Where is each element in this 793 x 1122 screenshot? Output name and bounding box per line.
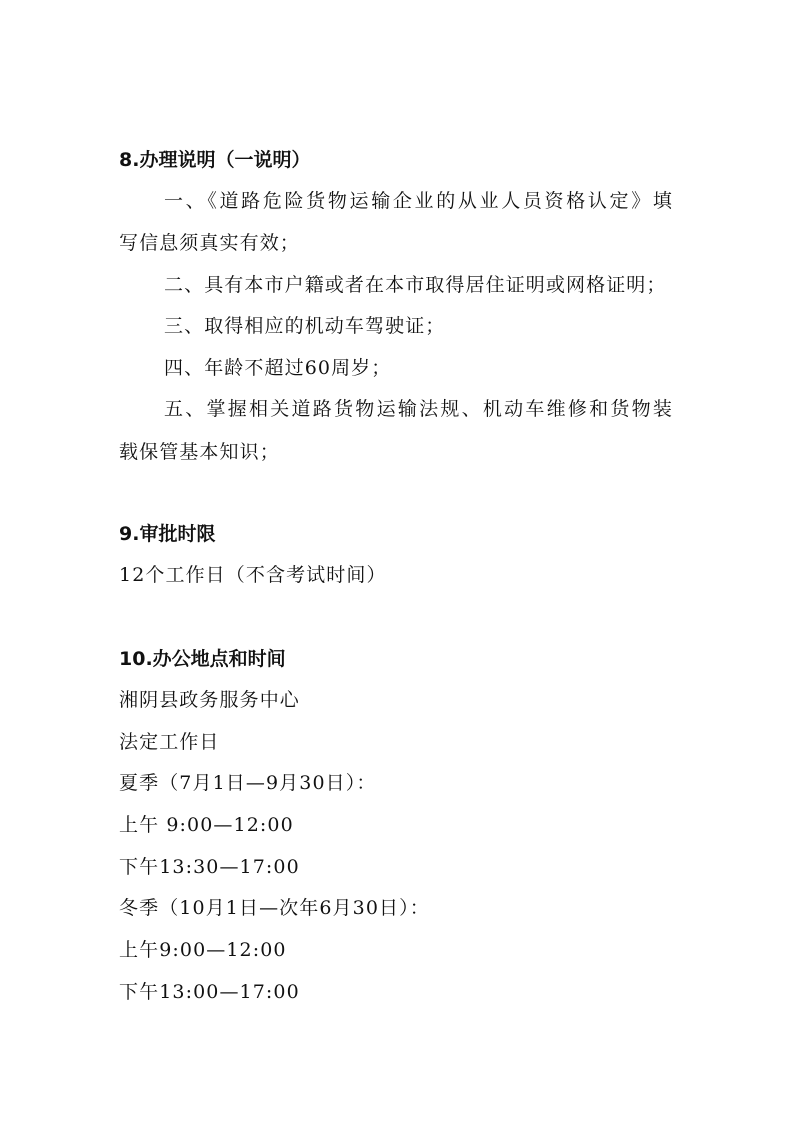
winter-morning-hours: 上午9:00—12:00 bbox=[119, 939, 287, 961]
section-heading-8: 8.办理说明（一说明） bbox=[119, 149, 311, 171]
requirement-item-4: 四、年龄不超过60周岁； bbox=[164, 357, 392, 379]
section-heading-9: 9.审批时限 bbox=[119, 523, 216, 545]
requirement-item-5-cont: 载保管基本知识； bbox=[119, 441, 280, 463]
requirement-item-3: 三、取得相应的机动车驾驶证； bbox=[164, 315, 446, 337]
working-days: 法定工作日 bbox=[119, 731, 220, 753]
office-location: 湘阴县政务服务中心 bbox=[119, 689, 300, 711]
summer-period: 夏季（7月1日—9月30日）： bbox=[119, 772, 377, 794]
summer-morning-hours: 上午 9:00—12:00 bbox=[119, 814, 294, 836]
winter-afternoon-hours: 下午13:00—17:00 bbox=[119, 981, 300, 1003]
approval-time-text: 12个工作日（不含考试时间） bbox=[119, 564, 387, 586]
summer-afternoon-hours: 下午13:30—17:00 bbox=[119, 856, 300, 878]
requirement-item-1-cont: 写信息须真实有效； bbox=[119, 232, 300, 254]
requirement-item-5: 五、掌握相关道路货物运输法规、机动车维修和货物装 bbox=[164, 398, 673, 420]
requirement-item-2: 二、具有本市户籍或者在本市取得居住证明或网格证明； bbox=[164, 274, 667, 296]
section-heading-10: 10.办公地点和时间 bbox=[119, 648, 286, 670]
requirement-item-1: 一、《道路危险货物运输企业的从业人员资格认定》填 bbox=[164, 190, 673, 212]
winter-period: 冬季（10月1日—次年6月30日）： bbox=[119, 897, 430, 919]
